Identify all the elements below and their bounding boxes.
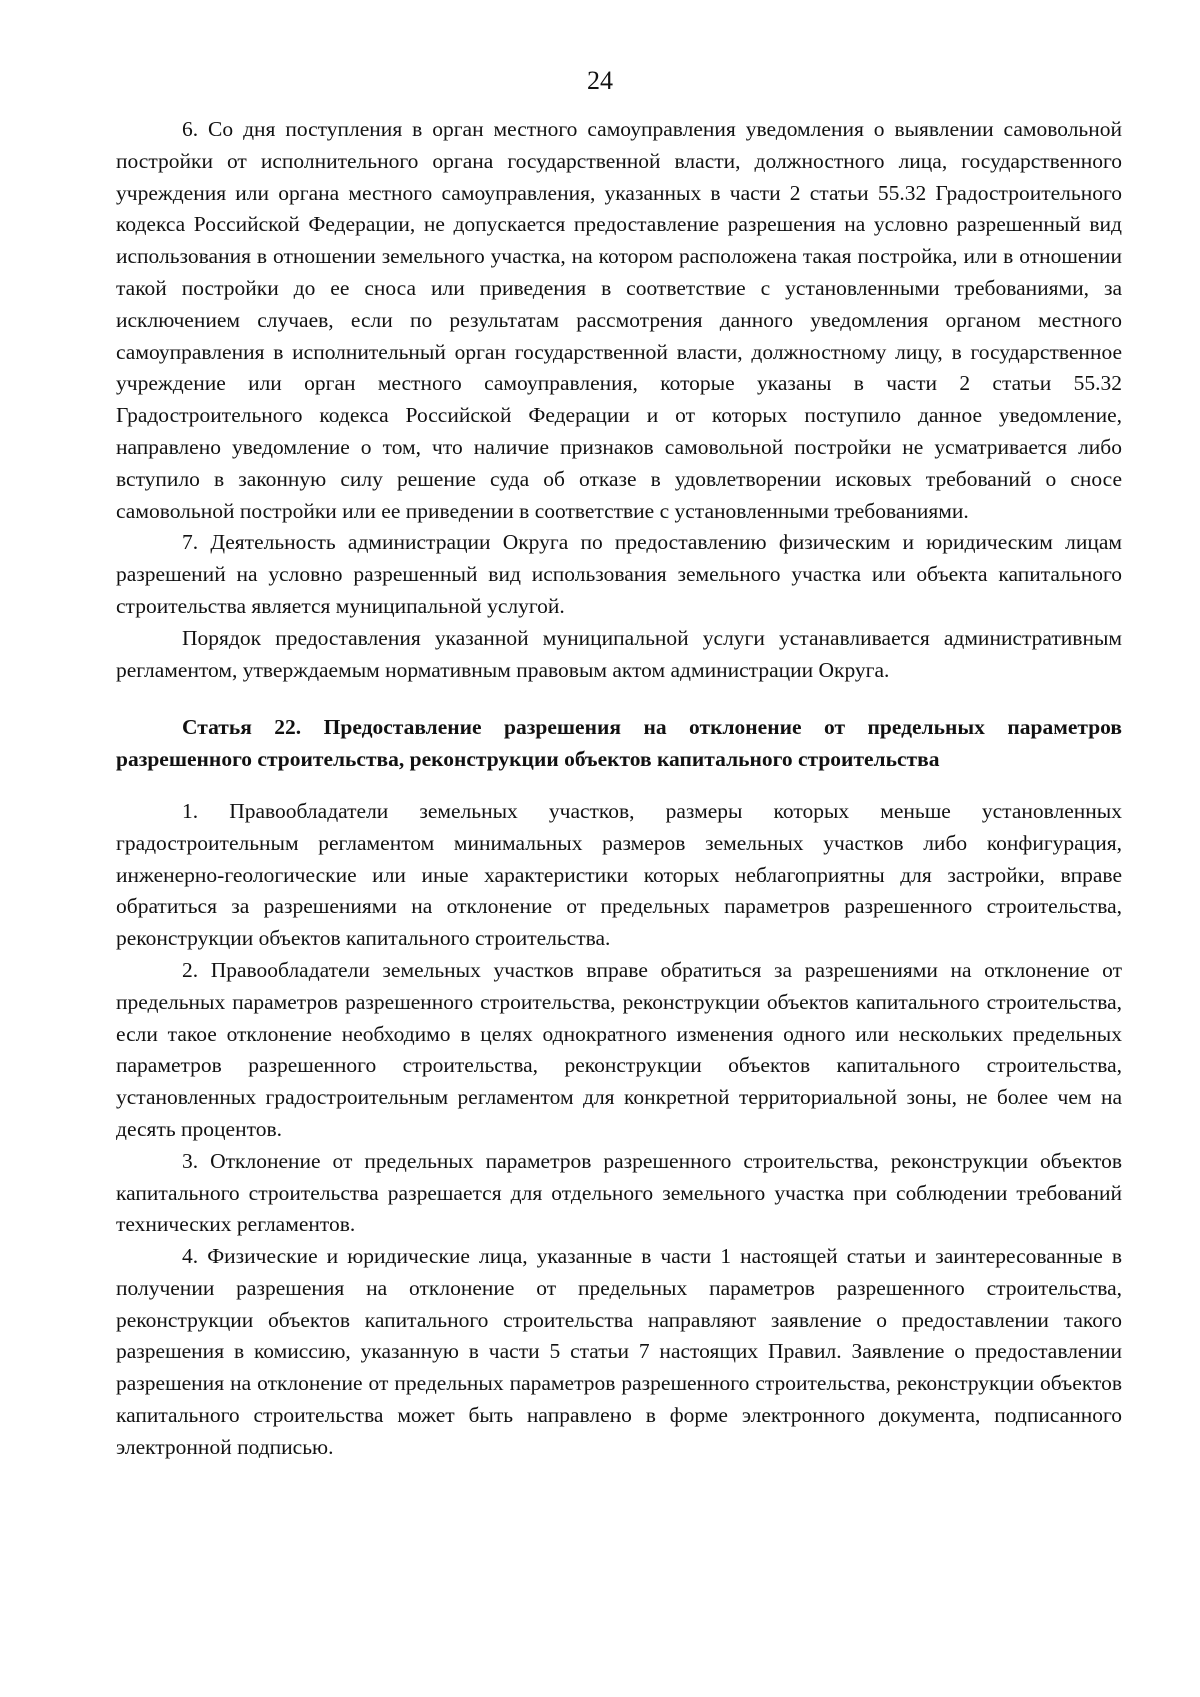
- paragraph-6: 6. Со дня поступления в орган местного самоуправления уведомления о выявлении самовольной постройки от исполнительного органа государственной власти, должностного лица, государственного учреждения или органа местного самоуправления, указанных в части 2 статьи 55.32 Градостроительного кодекса Российской Федерации, не допускается предоставление разрешения на условно разрешенный вид использования в отношении земельного участка, на котором расположена такая постройка, или в отношении такой постройки до ее сноса или приведения в соответствие с установленными требованиями, за исключением случаев, если по результатам рассмотрения данного уведомления органом местного самоуправления в исполнительный орган государственной власти, должностному лицу, в государственное учреждение или орган местного самоуправления, которые указаны в части 2 статьи 55.32 Градостроительного кодекса Российской Федерации и от которых поступило данное уведомление, направлено уведомление о том, что наличие признаков самовольной постройки не усматривается либо вступило в законную силу решение суда об отказе в удовлетворении исковых требований о сносе самовольной постройки или ее приведении в соответствие с установленными требованиями.: [116, 117, 1122, 523]
- article-22-paragraph-1: 1. Правообладатели земельных участков, размеры которых меньше установленных градостроительным регламентом минимальных размеров земельных участков либо конфигурация, инженерно-геологические или иные характеристики которых неблагоприятны для застройки, вправе обратиться за разрешениями на отклонение от предельных параметров разрешенного строительства, реконструкции объектов капитального строительства.: [116, 798, 1122, 951]
- paragraph-7: 7. Деятельность администрации Округа по предоставлению физическим и юридическим лицам разрешений на условно разрешенный вид использования земельного участка или объекта капитального строительства является муниципальной услугой.: [116, 530, 1122, 618]
- paragraph-procedure: Порядок предоставления указанной муниципальной услуги устанавливается административным регламентом, утверждаемым нормативным правовым актом администрации Округа.: [116, 625, 1122, 682]
- article-22-paragraph-2: 2. Правообладатели земельных участков вправе обратиться за разрешениями на отклонение от предельных параметров разрешенного строительства, реконструкции объектов капитального строительства, если такое отклонение необходимо в целях однократного изменения одного или нескольких предельных параметров разрешенного строительства, реконструкции объектов капитального строительства, установленных градостроительным регламентом для конкретной территориальной зоны, не более чем на десять процентов.: [116, 957, 1122, 1141]
- article-22-paragraph-3: 3. Отклонение от предельных параметров разрешенного строительства, реконструкции объектов капитального строительства разрешается для отдельного земельного участка при соблюдении требований технических регламентов.: [116, 1148, 1122, 1237]
- article-22-paragraph-4: 4. Физические и юридические лица, указанные в части 1 настоящей статьи и заинтересованные в получении разрешения на отклонение от предельных параметров разрешенного строительства, реконструкции объектов капитального строительства направляют заявление о предоставлении такого разрешения в комиссию, указанную в части 5 статьи 7 настоящих Правил. Заявление о предоставлении разрешения на отклонение от предельных параметров разрешенного строительства, реконструкции объектов капитального строительства может быть направлено в форме электронного документа, подписанного электронной подписью.: [116, 1244, 1122, 1459]
- page-number: 24: [587, 66, 613, 95]
- page-body: [116, 114, 1122, 1464]
- article-22-heading: Статья 22. Предоставление разрешения на отклонение от предельных параметров разрешенного строительства, реконструкции объектов капитального строительства: [116, 715, 1122, 772]
